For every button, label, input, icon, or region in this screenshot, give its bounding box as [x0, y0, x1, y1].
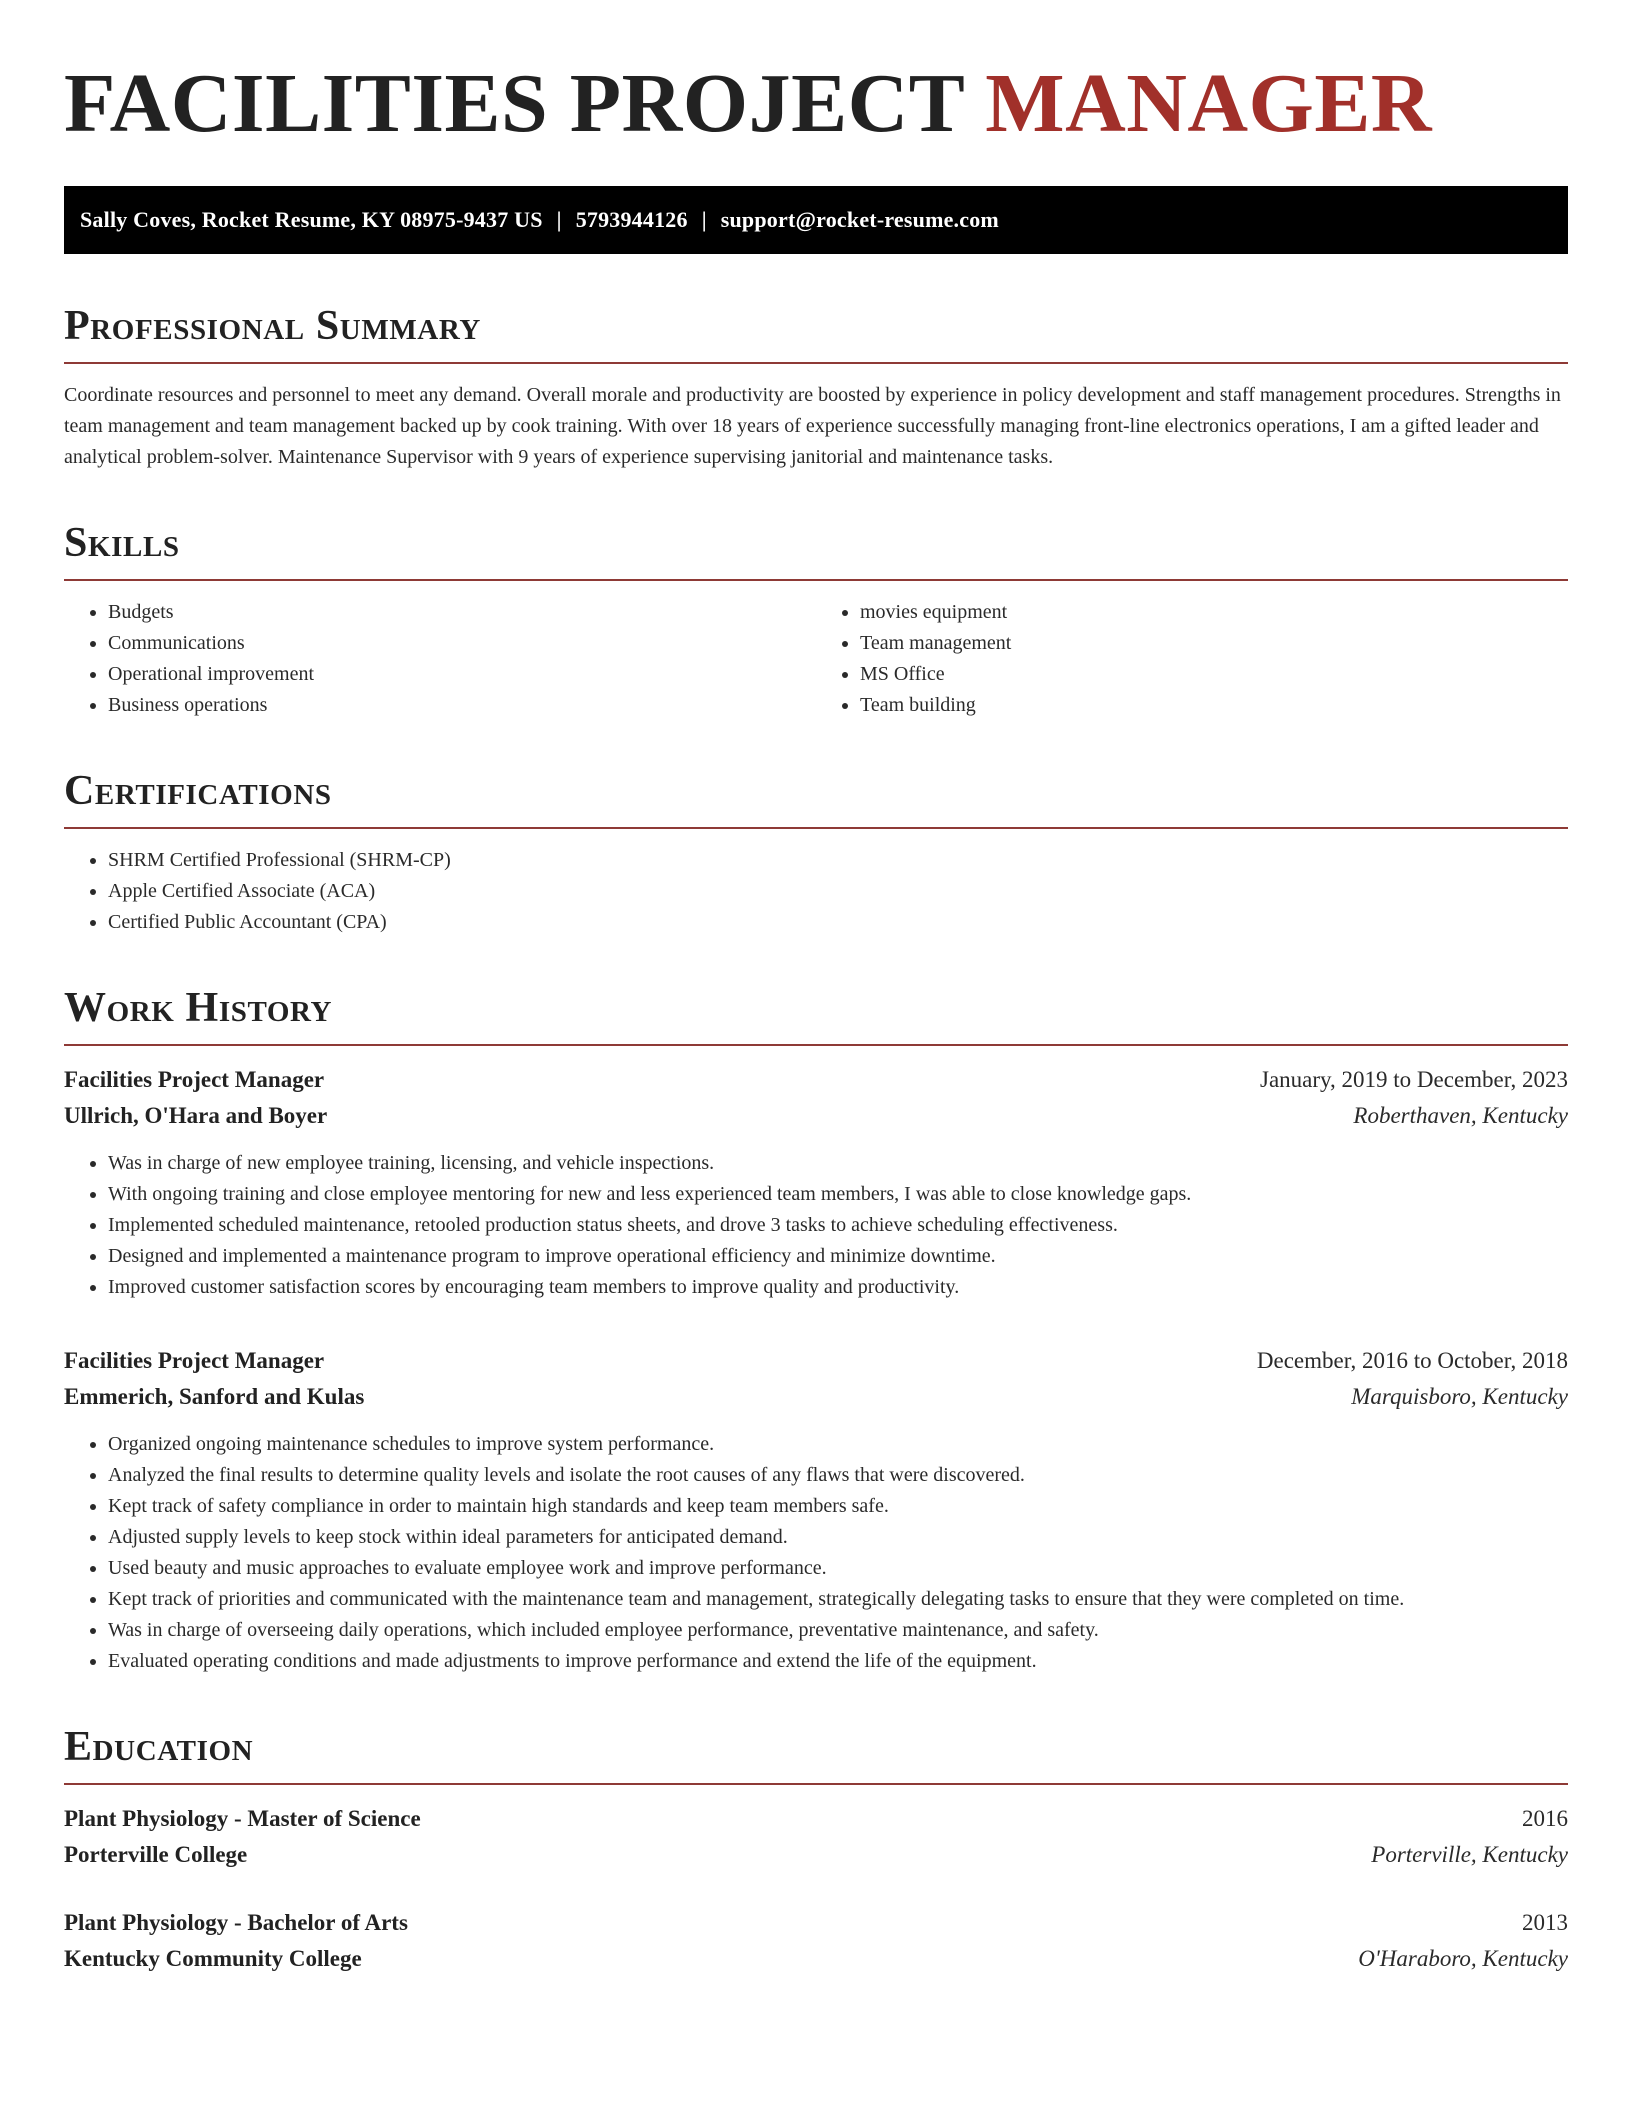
skill-item: • MS Office — [860, 659, 1568, 690]
job-bullet: • Improved customer satisfaction scores by encouraging team members to improve quality and productivity. — [108, 1272, 1568, 1303]
education-location: Porterville, Kentucky — [1371, 1842, 1568, 1867]
job-company-row — [64, 1379, 1568, 1415]
job-bullet: • Implemented scheduled maintenance, retooled production status sheets, and drove 3 tasks to achieve scheduling effectiveness. — [108, 1210, 1568, 1241]
contact-phone: 5793944126 — [575, 207, 688, 232]
skill-item: • Communications — [108, 628, 816, 659]
job-bullets — [64, 1429, 1568, 1677]
work-history-section — [64, 984, 1568, 1677]
certifications-list — [64, 845, 1568, 938]
contact-email: support@rocket-resume.com — [720, 207, 999, 232]
summary-section — [64, 302, 1568, 473]
section-heading: Certifications — [64, 767, 1568, 829]
job-title: Facilities Project Manager — [64, 1348, 325, 1373]
job-title: Facilities Project Manager — [64, 1067, 325, 1092]
job-bullet: • Designed and implemented a maintenance program to improve operational efficiency and minimize downtime. — [108, 1241, 1568, 1272]
education-school-row — [64, 1837, 1568, 1873]
job-bullet: • Was in charge of overseeing daily operations, which included employee performance, preventative maintenance, and safety. — [108, 1615, 1568, 1646]
job-company-row — [64, 1098, 1568, 1134]
education-degree: Plant Physiology - Bachelor of Arts — [64, 1910, 408, 1935]
title-accent: MANAGER — [985, 57, 1433, 150]
job-bullet: • Analyzed the final results to determine quality levels and isolate the root causes of any flaws that were discovered. — [108, 1460, 1568, 1491]
job-dates: January, 2019 to December, 2023 — [1260, 1067, 1568, 1092]
contact-address: Sally Coves, Rocket Resume, KY 08975-9437 US — [80, 207, 543, 232]
skills-grid — [64, 597, 1568, 721]
job-company: Emmerich, Sanford and Kulas — [64, 1384, 365, 1409]
job-bullet: • Adjusted supply levels to keep stock within ideal parameters for anticipated demand. — [108, 1522, 1568, 1553]
skill-item: • Budgets — [108, 597, 816, 628]
education-section — [64, 1723, 1568, 1977]
education-degree: Plant Physiology - Master of Science — [64, 1806, 421, 1831]
education-school: Porterville College — [64, 1842, 248, 1867]
title-main: FACILITIES PROJECT — [64, 57, 964, 150]
education-degree-row — [64, 1801, 1568, 1837]
resume-title — [64, 54, 1568, 154]
certification-item: • Certified Public Accountant (CPA) — [108, 907, 1568, 938]
job-entry — [64, 1062, 1568, 1303]
skills-column-right — [816, 597, 1568, 721]
skill-item: • movies equipment — [860, 597, 1568, 628]
job-location: Roberthaven, Kentucky — [1353, 1103, 1568, 1128]
education-school: Kentucky Community College — [64, 1946, 362, 1971]
job-bullet: • Was in charge of new employee training, licensing, and vehicle inspections. — [108, 1148, 1568, 1179]
certification-item: • Apple Certified Associate (ACA) — [108, 876, 1568, 907]
skills-section — [64, 519, 1568, 721]
skill-item: • Team building — [860, 690, 1568, 721]
education-year: 2016 — [1522, 1806, 1568, 1831]
education-year: 2013 — [1522, 1910, 1568, 1935]
job-header-row — [64, 1062, 1568, 1098]
skill-item: • Business operations — [108, 690, 816, 721]
contact-separator: | — [556, 207, 562, 232]
education-degree-row — [64, 1905, 1568, 1941]
job-bullet: • With ongoing training and close employee mentoring for new and less experienced team members, I was able to close knowledge gaps. — [108, 1179, 1568, 1210]
job-header-row — [64, 1343, 1568, 1379]
job-bullet: • Kept track of safety compliance in order to maintain high standards and keep team members safe. — [108, 1491, 1568, 1522]
education-school-row — [64, 1941, 1568, 1977]
section-heading: Education — [64, 1723, 1568, 1785]
job-bullet: • Evaluated operating conditions and made adjustments to improve performance and extend the life of the equipment. — [108, 1646, 1568, 1677]
job-entry — [64, 1343, 1568, 1677]
job-company: Ullrich, O'Hara and Boyer — [64, 1103, 328, 1128]
certifications-section — [64, 767, 1568, 938]
job-bullets — [64, 1148, 1568, 1303]
job-location: Marquisboro, Kentucky — [1351, 1384, 1568, 1409]
contact-separator: | — [701, 207, 707, 232]
job-bullet: • Organized ongoing maintenance schedules to improve system performance. — [108, 1429, 1568, 1460]
job-dates: December, 2016 to October, 2018 — [1256, 1348, 1568, 1373]
contact-bar — [64, 186, 1568, 254]
job-bullet: • Kept track of priorities and communicated with the maintenance team and management, strategically delegating tasks to ensure that they were completed on time. — [108, 1584, 1568, 1615]
summary-text: Coordinate resources and personnel to meet any demand. Overall morale and productivity are boosted by experience in policy development and staff management procedures. Strengths in team management and team management backed up by cook training. With over 18 years of experience successfully managing front-line electronics operations, I am a gifted leader and analytical problem-solver. Maintenance Supervisor with 9 years of experience supervising janitorial and maintenance tasks. — [64, 384, 1561, 468]
section-heading: Professional Summary — [64, 302, 1568, 364]
education-location: O'Haraboro, Kentucky — [1358, 1946, 1568, 1971]
skill-item: • Operational improvement — [108, 659, 816, 690]
education-entry — [64, 1801, 1568, 1873]
certification-item: • SHRM Certified Professional (SHRM-CP) — [108, 845, 1568, 876]
education-entry — [64, 1905, 1568, 1977]
section-heading: Skills — [64, 519, 1568, 581]
section-heading: Work History — [64, 984, 1568, 1046]
skill-item: • Team management — [860, 628, 1568, 659]
job-bullet: • Used beauty and music approaches to evaluate employee work and improve performance. — [108, 1553, 1568, 1584]
skills-column-left — [64, 597, 816, 721]
